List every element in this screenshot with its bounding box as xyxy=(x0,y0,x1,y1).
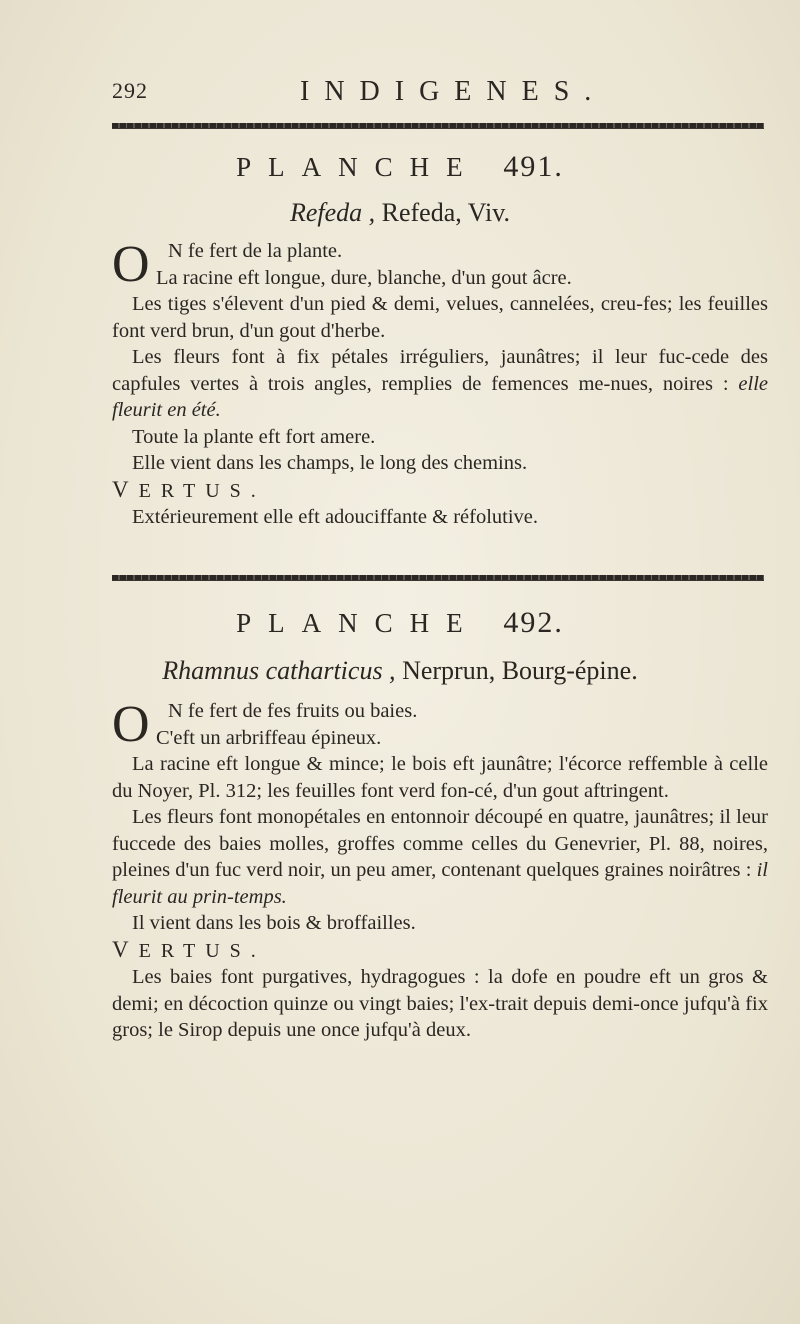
common-names: Nerprun, Bourg-épine. xyxy=(402,656,638,685)
plate-491-subtitle xyxy=(0,198,800,228)
ornamental-rule xyxy=(112,123,764,129)
paragraph: Les fleurs font à fix pétales irréguliers, jaunâtres; il leur fuc-cede des capfules vertes à trois angles, remplies de femences me-nues, noires : elle fleurit en été. xyxy=(112,346,768,421)
paragraph: Les baies font purgatives, hydragogues : la dofe en poudre eft un gros & demi; en décoction quinze ou vingt baies; l'ex-trait depuis demi-once jufqu'à fix gros; le Sirop depuis une once jufqu'à deux. xyxy=(112,966,768,1041)
drop-cap: O xyxy=(112,236,150,293)
page-number: 292 xyxy=(112,78,148,103)
latin-name: Refeda , xyxy=(289,198,376,227)
paragraph: Les fleurs font monopétales en entonnoir découpé en quatre, jaunâtres; il leur fuccede des baies molles, groffes comme celles du Genevrier, Pl. 88, noires, pleines d'un fuc verd noir, un peu amer, contenant quelques graines noirâtres : il fleurit au prin-temps. xyxy=(112,806,769,908)
opening-line: O N fe fert de la plante. xyxy=(112,236,343,293)
paragraph: Les tiges s'élevent d'un pied & demi, velues, cannelées, creu-fes; les feuilles font verd brun, d'un gout d'herbe. xyxy=(112,293,768,342)
paragraph: Extérieurement elle eft adouciffante & réfolutive. xyxy=(132,506,539,528)
plate-492-subtitle xyxy=(0,656,800,686)
plate-491-heading xyxy=(0,150,800,184)
vertus-heading: VERTUS. xyxy=(112,476,266,502)
plate-number: 492. xyxy=(503,606,564,639)
vertus-heading: VERTUS. xyxy=(112,936,266,962)
opening-line: O N fe fert de fes fruits ou baies. xyxy=(112,696,418,753)
paragraph: La racine eft longue & mince; le bois eft jaunâtre; l'écorce reffemble à celle du Noyer, Pl. 312; les feuilles font verd fon-cé, d'un gout aftringent. xyxy=(112,753,768,802)
plate-492-heading xyxy=(0,606,800,640)
plate-title-word: PLANCHE xyxy=(236,608,480,638)
common-names: Refeda, Viv. xyxy=(381,198,511,227)
paragraph: C'eft un arbriffeau épineux. xyxy=(156,726,382,749)
paragraph: Toute la plante eft fort amere. xyxy=(132,425,376,448)
running-head xyxy=(0,76,800,110)
drop-cap: O xyxy=(112,696,150,753)
plate-491-text xyxy=(112,238,768,531)
latin-name: Rhamnus catharticus , xyxy=(162,656,396,685)
running-title: INDIGENES. xyxy=(300,76,607,107)
plate-title-word: PLANCHE xyxy=(236,152,480,182)
plate-number: 491. xyxy=(503,150,564,183)
ornamental-rule xyxy=(112,575,764,581)
paragraph: Il vient dans les bois & broffailles. xyxy=(132,912,416,934)
paragraph: La racine eft longue, dure, blanche, d'un gout âcre. xyxy=(156,266,572,289)
paragraph: Elle vient dans les champs, le long des chemins. xyxy=(132,452,528,474)
plate-492-text xyxy=(112,698,768,1044)
